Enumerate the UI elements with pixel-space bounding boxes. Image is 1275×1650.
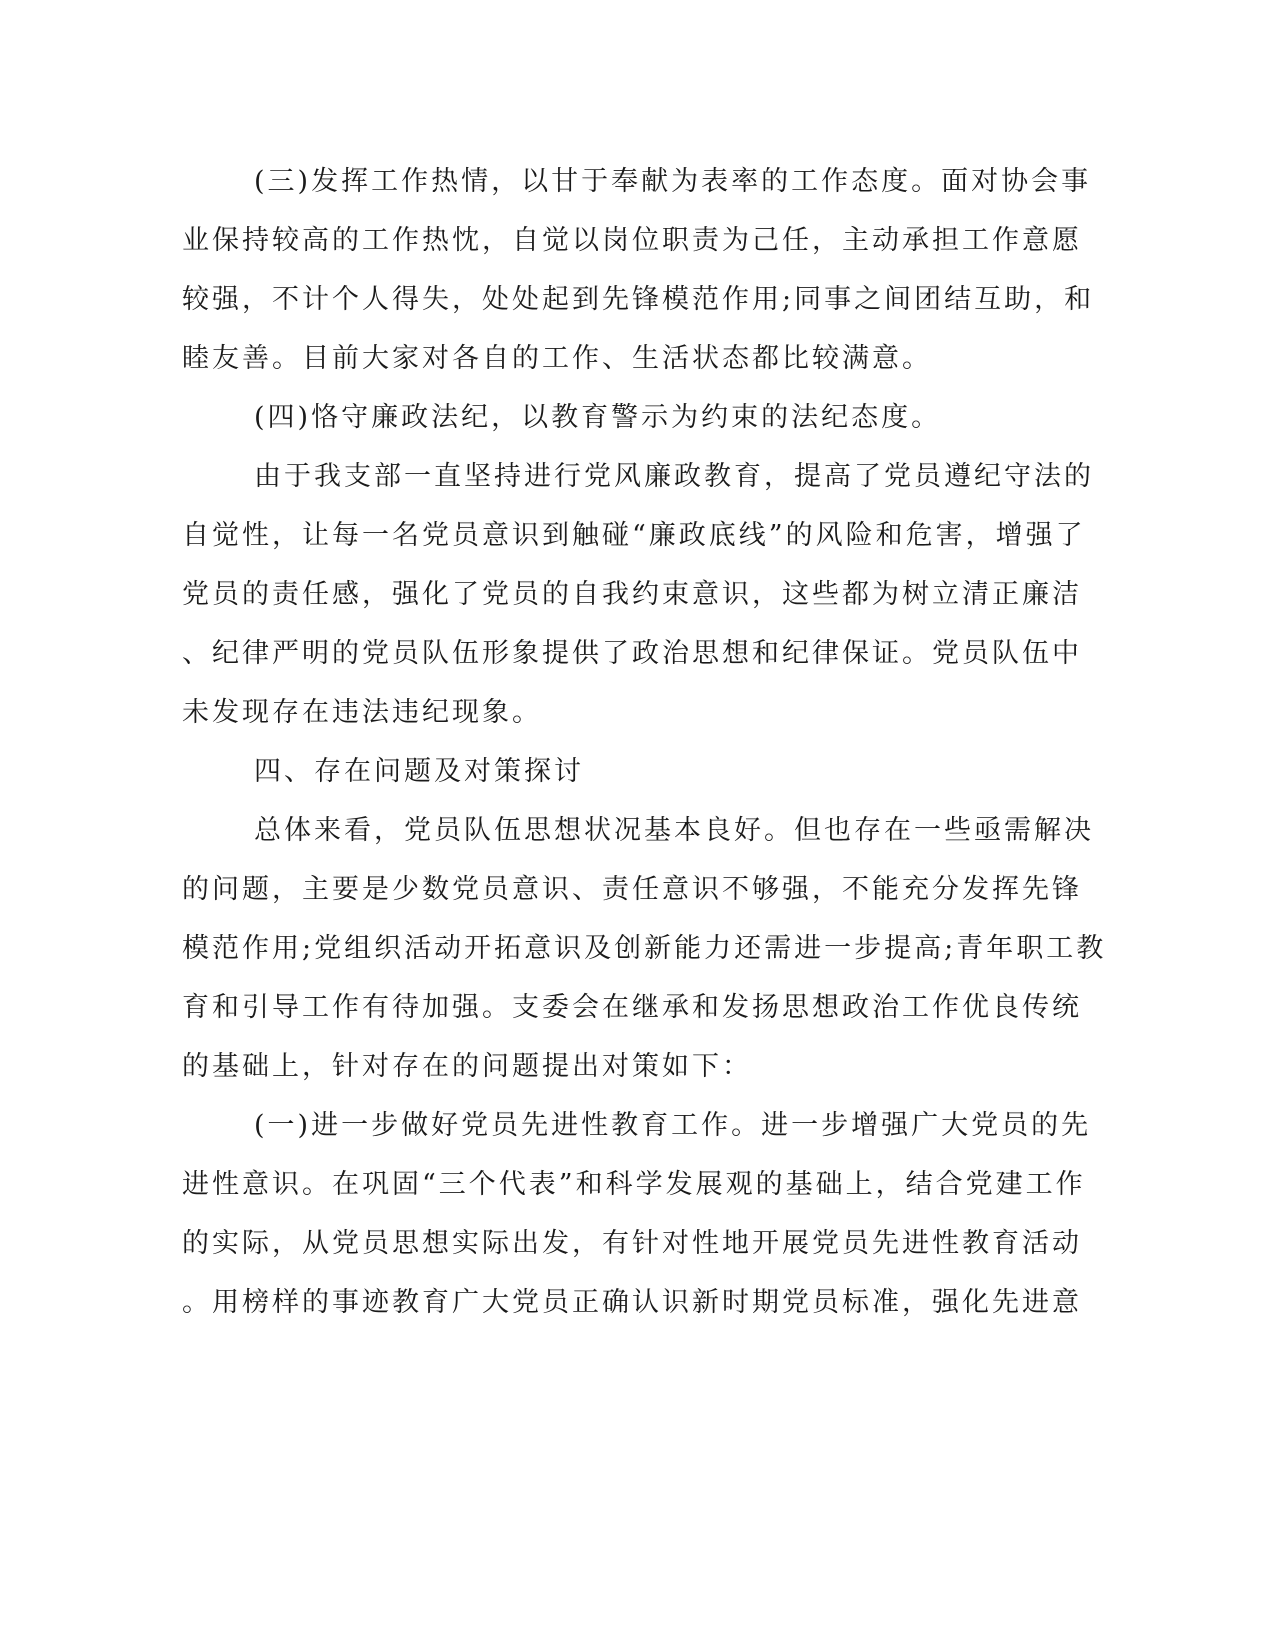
text-line: 由于我支部一直坚持进行党风廉政教育，提高了党员遵纪守法的 [254,461,1094,492]
text-line: (一)进一步做好党员先进性教育工作。进一步增强广大党员的先 [254,1110,1092,1141]
document-body [182,152,1107,1332]
text-line: 党员的责任感，强化了党员的自我约束意识，这些都为树立清正廉洁 [182,579,1082,610]
paragraph-integrity-heading [182,388,1042,447]
text-line: 较强，不计个人得失，处处起到先锋模范作用;同事之间团结互助，和 [182,284,1095,315]
text-line: 育和引导工作有待加强。支委会在继承和发扬思想政治工作优良传统 [182,992,1082,1023]
paragraph-measure-one [182,1096,1092,1332]
text-line: 、纪律严明的党员队伍形象提供了政治思想和纪律保证。党员队伍中 [182,638,1082,669]
text-line: 业保持较高的工作热忱，自觉以岗位职责为己任，主动承担工作意愿 [182,225,1082,256]
text-line: (四)恪守廉政法纪，以教育警示为约束的法纪态度。 [254,402,942,433]
text-line: 睦友善。目前大家对各自的工作、生活状态都比较满意。 [182,343,932,374]
section-heading-problems [182,742,1042,801]
paragraph-enthusiasm [182,152,1095,388]
text-line: 模范作用;党组织活动开拓意识及创新能力还需进一步提高;青年职工教 [182,933,1107,964]
text-line: 四、存在问题及对策探讨 [254,756,584,787]
text-line: 的基础上，针对存在的问题提出对策如下： [182,1051,752,1082]
text-line: 自觉性，让每一名党员意识到触碰“廉政底线”的风险和危害，增强了 [182,520,1086,551]
text-line: 进性意识。在巩固“三个代表”和科学发展观的基础上，结合党建工作 [182,1169,1086,1200]
text-line: (三)发挥工作热情，以甘于奉献为表率的工作态度。面对协会事 [254,166,1092,197]
text-line: 的实际，从党员思想实际出发，有针对性地开展党员先进性教育活动 [182,1228,1082,1259]
paragraph-overview [182,801,1107,1096]
text-line: 未发现存在违法违纪现象。 [182,697,542,728]
text-line: 总体来看，党员队伍思想状况基本良好。但也存在一些亟需解决 [254,815,1094,846]
paragraph-integrity-body [182,447,1094,742]
text-line: 的问题，主要是少数党员意识、责任意识不够强，不能充分发挥先锋 [182,874,1082,905]
text-line: 。用榜样的事迹教育广大党员正确认识新时期党员标准，强化先进意 [182,1287,1082,1318]
